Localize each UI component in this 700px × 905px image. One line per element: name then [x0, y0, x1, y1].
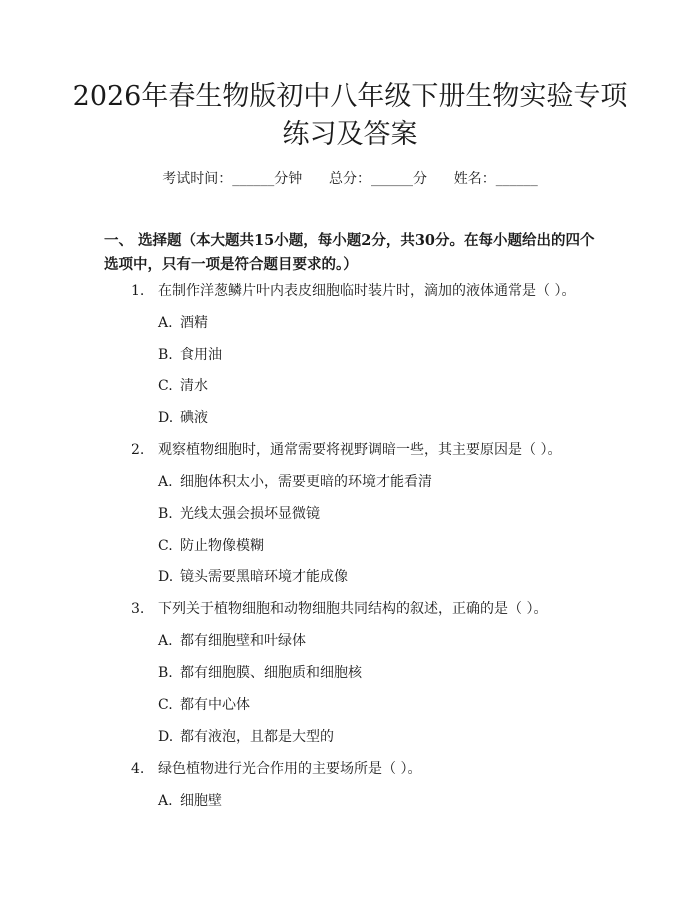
question-number: 3. — [131, 601, 145, 617]
option-letter: C. — [158, 538, 173, 554]
option-letter: C. — [158, 378, 173, 394]
option-text: 光线太强会损坏显微镜 — [180, 506, 320, 522]
question-text: 绿色植物进行光合作用的主要场所是（ ）。 — [158, 761, 422, 777]
option-1d — [158, 408, 208, 428]
option-text: 都有中心体 — [180, 697, 250, 713]
option-text: 镜头需要黑暗环境才能成像 — [180, 569, 348, 585]
section-heading: 一、 选择题（本大题共15小题，每小题2分，共30分。在每小题给出的四个选项中，只有一项是符合题目要求的。） — [104, 232, 595, 273]
option-letter: A. — [158, 793, 173, 809]
option-text: 食用油 — [180, 347, 222, 363]
option-2b — [158, 504, 320, 524]
question-2 — [131, 440, 561, 460]
option-1a — [158, 313, 208, 333]
option-letter: D. — [158, 569, 174, 585]
option-3d — [158, 727, 334, 747]
option-text: 都有细胞壁和叶绿体 — [180, 633, 306, 649]
question-4 — [131, 759, 421, 779]
exam-info-line — [0, 169, 700, 189]
option-letter: C. — [158, 697, 173, 713]
option-text: 防止物像模糊 — [180, 538, 264, 554]
option-letter: D. — [158, 729, 174, 745]
option-4a — [158, 791, 222, 811]
option-1b — [158, 345, 222, 365]
document-title: 2026年春生物版初中八年级下册生物实验专项练习及答案 — [72, 81, 628, 150]
option-letter: B. — [158, 665, 173, 681]
option-text: 都有细胞膜、细胞质和细胞核 — [180, 665, 362, 681]
option-2c — [158, 536, 264, 556]
option-letter: D. — [158, 410, 174, 426]
option-text: 都有液泡，且都是大型的 — [180, 729, 334, 745]
question-3 — [131, 599, 547, 619]
question-number: 1. — [131, 283, 145, 299]
option-letter: A. — [158, 315, 173, 331]
option-3a — [158, 631, 306, 651]
question-number: 4. — [131, 761, 145, 777]
question-text: 观察植物细胞时，通常需要将视野调暗一些，其主要原因是（ ）。 — [158, 442, 562, 458]
question-1 — [131, 281, 575, 301]
question-number: 2. — [131, 442, 145, 458]
option-2a — [158, 472, 432, 492]
option-2d — [158, 567, 348, 587]
option-3c — [158, 695, 250, 715]
option-text: 酒精 — [180, 315, 208, 331]
option-letter: A. — [158, 633, 173, 649]
option-text: 碘液 — [180, 410, 208, 426]
option-text: 细胞体积太小，需要更暗的环境才能看清 — [180, 474, 432, 490]
option-3b — [158, 663, 362, 683]
exam-info-text: 考试时间：______分钟 总分：______分 姓名：______ — [162, 171, 538, 187]
option-letter: B. — [158, 506, 173, 522]
option-letter: A. — [158, 474, 173, 490]
question-text: 下列关于植物细胞和动物细胞共同结构的叙述，正确的是（ ）。 — [158, 601, 548, 617]
option-text: 细胞壁 — [180, 793, 222, 809]
question-text: 在制作洋葱鳞片叶内表皮细胞临时装片时，滴加的液体通常是（ ）。 — [158, 283, 576, 299]
option-1c — [158, 376, 208, 396]
option-text: 清水 — [180, 378, 208, 394]
option-letter: B. — [158, 347, 173, 363]
